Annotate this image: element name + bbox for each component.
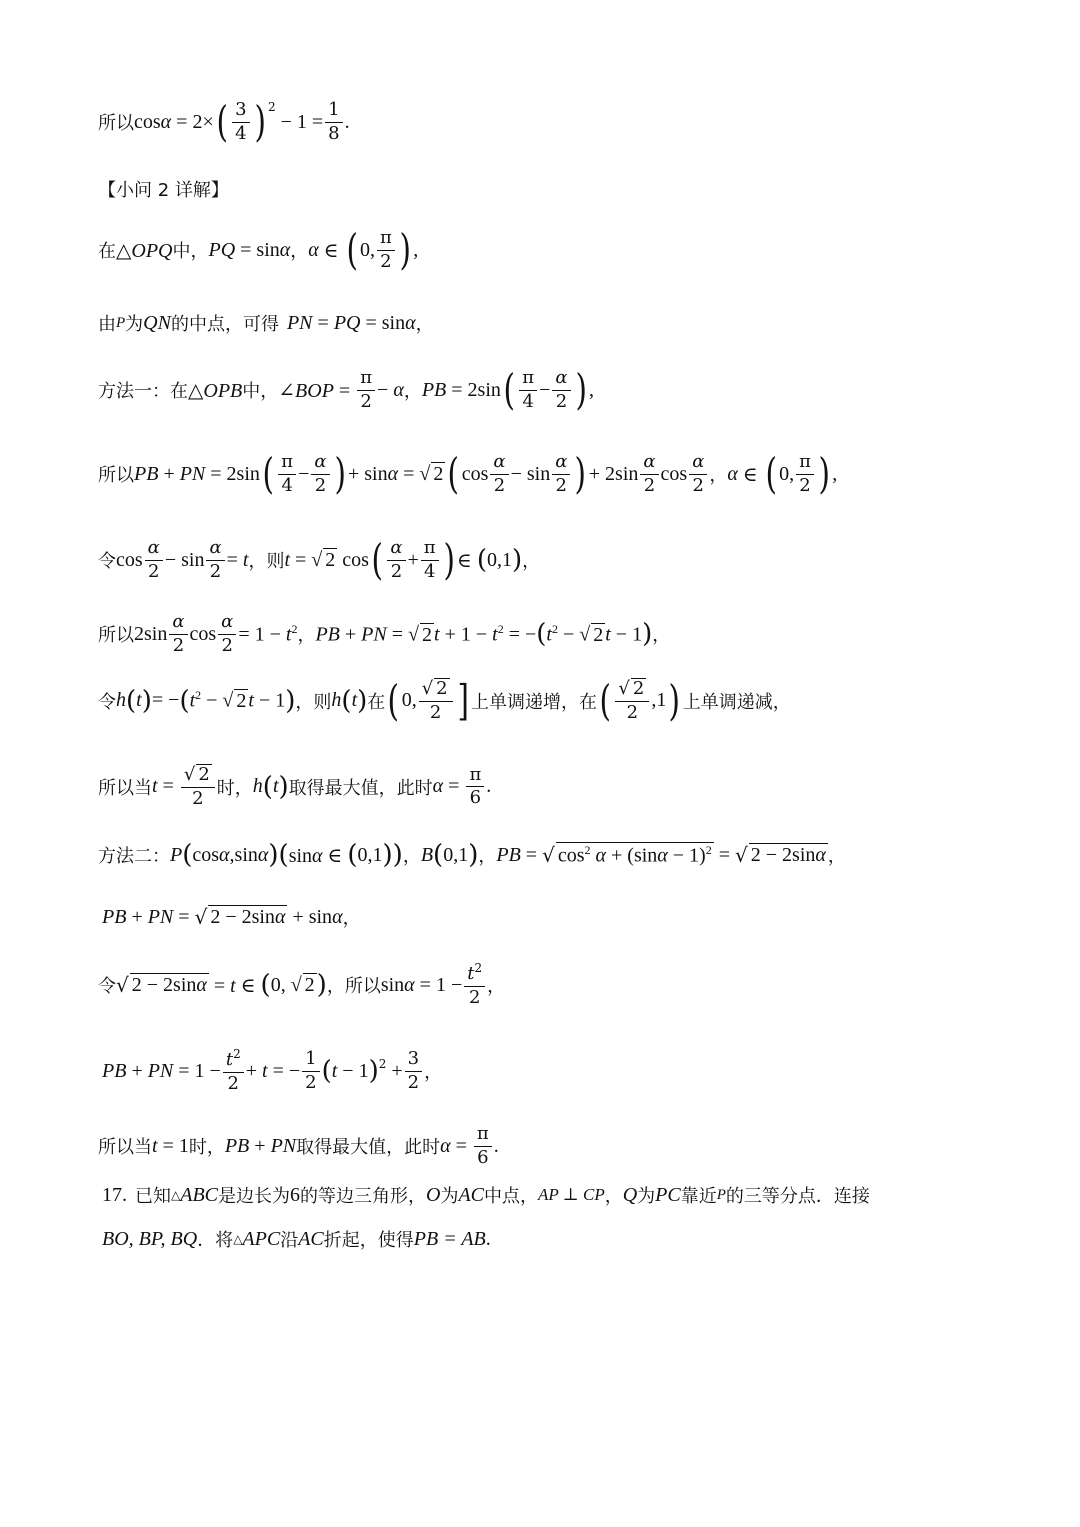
line-method-one: 方法一：在 △OPB 中， ∠BOP = $\frac{\pi}{2}$ − α ， PB = 2sin ( $\frac{\pi}{4}$ − $\frac{\alpha}{2}$ ) , xyxy=(98,365,594,415)
line-cos-alpha: 所以 cosα = 2× ( $\frac{3}{4}$ ) $^2$ − 1 = $\frac{1}{8}$ . xyxy=(98,97,350,147)
line-let-sqrt-t: 令 √ 2 − 2sinα = t ∈ ( 0, √ 2 ) ，所以 sinα = 1 − $\frac{t^2}{2}$ ， xyxy=(98,961,506,1008)
line-max-pb-pn: 所以当 t = 1 时， PB + PN 取得最大值，此时 α = $\frac{\pi}{6}$ . xyxy=(98,1123,499,1168)
line-let-t: 令 cos $\frac{\alpha}{2}$ − sin $\frac{\alpha}{2}$ = t ，则 t = √ 2 cos ( $\frac{\alpha}{2}$ + $\frac{\pi}{4}$ ) ∈ ( 0,1 ) ， xyxy=(98,535,541,585)
line-h-t-monotone: 令 h ( t ) = − ( $t^2$ − √ 2 t − 1 ) ，则 h ( t ) 在 ( 0, $\frac{√ 2}{2}$ ] 上单调递增，在 ( $\frac{√ 2}{2}$ ,1 ) 上单调递减， xyxy=(98,675,791,725)
section-heading: 【小问 2 详解】 xyxy=(98,180,229,201)
line-method-two: 方法二： P ( cosα,sinα ) ( sinα ∈ ( 0,1 ) ) ， B ( 0,1 ) ， PB = √ $\cos^2 \alpha + (\sin\alpha - 1)^2$ = √ 2 − 2sinα ， xyxy=(98,840,846,870)
line-midpoint: 由 P 为 QN 的中点，可得 PN = PQ = sinα ， xyxy=(98,311,434,335)
line-2sin-cos: 所以 2sin $\frac{\alpha}{2}$ cos $\frac{\alpha}{2}$ = $1 - t^2$ ， PB + PN = √ 2 $t + 1 - t^2$ = − ( $t^2$ − √ 2 t − 1 ) ， xyxy=(98,611,671,656)
line-max-h: 所以当 t = $\frac{√ 2}{2}$ 时， h ( t ) 取得最大值，此时 α = $\frac{\pi}{6}$ . xyxy=(98,763,492,809)
line-quadratic: PB + PN = 1 − $\frac{t^2}{2}$ + t = − $\frac{1}{2}$ ( t − 1 ) $^2$ + $\frac{3}{2}$ ， xyxy=(102,1047,443,1094)
line-opq: 在 △OPQ 中， PQ = sinα ， α ∈ ( 0, $\frac{\pi}{2}$ ) , xyxy=(98,225,419,275)
line-pb-pn-method-two: PB + PN = √ 2 − 2sinα + sinα ， xyxy=(102,905,361,929)
problem-17-line-2: BO, BP, BQ ．将 △ APC 沿 AC 折起，使得 PB = AB . xyxy=(102,1227,491,1251)
problem-17-line-1: 17. 已知 △ ABC 是边长为 6 的等边三角形， O 为 AC 中点， AP ⊥ CP ， Q 为 PC 靠近 P 的三等分点．连接 xyxy=(102,1183,870,1207)
line-pb-plus-pn: 所以 PB + PN = 2sin ( $\frac{\pi}{4}$ − $\frac{\alpha}{2}$ ) + sinα = √ 2 ( cos $\frac{\alpha}{2}$ − sin $\frac{\alpha}{2}$ ) + 2sin $\frac{\alpha}{2}$ cos $\frac{\alpha}{2}$ ， α ∈ ( 0, $\frac{\pi}{2}$ ) , xyxy=(98,449,838,499)
